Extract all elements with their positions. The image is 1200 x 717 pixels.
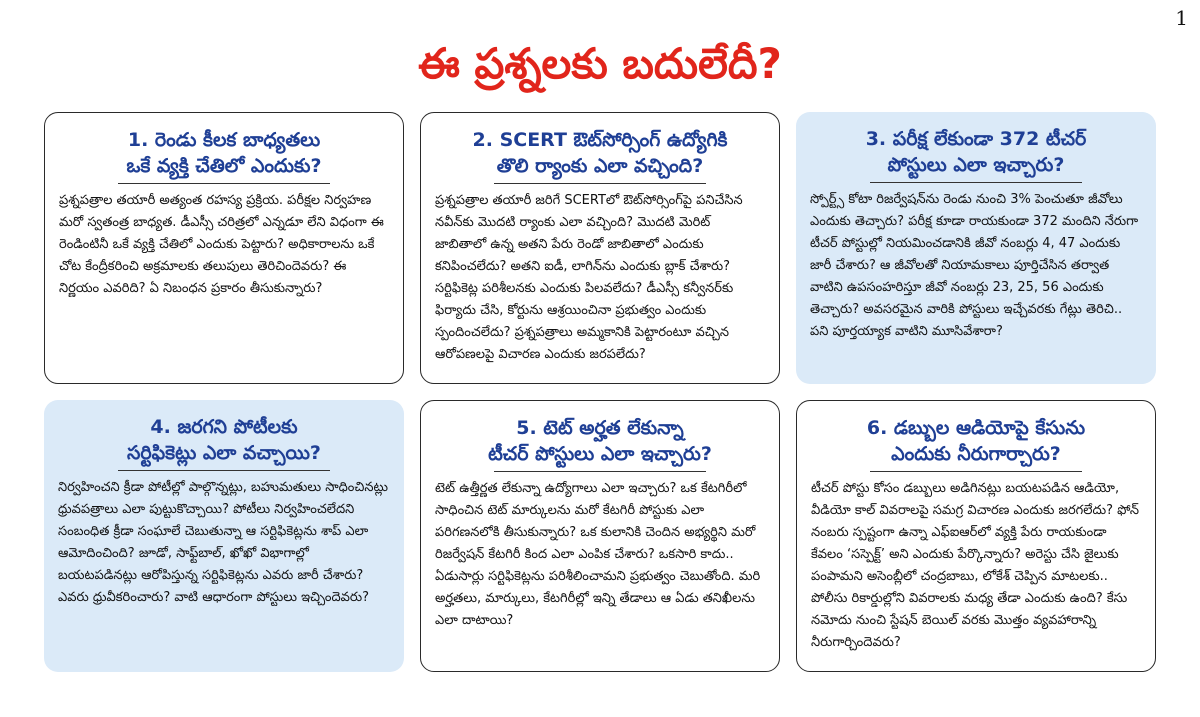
- card-heading: 3. పరీక్ష లేకుండా 372 టీచర్ పోస్టులు ఎలా ఇచ్చారు?: [865, 128, 1087, 176]
- card-body-text: ప్రశ్నపత్రాల తయారీ జరిగే SCERTలో ఔట్‌సోర్సింగ్‌పై పనిచేసిన నవీన్‌కు మొదటి ర్యాంకు ఎలా వచ్చింది? మొదటి మెరిట్ జాబితాలో ఉన్న అతని పేరు రెండో జాబితాలో ఎందుకు కనిపించలేదు? అతని ఐడీ, లాగిన్‌ను ఎందుకు బ్లాక్ చేశారు? సర్టిఫికెట్ల పరిశీలనకు ఎందుకు పిలవలేదు? డీఎస్సీ కన్వీనర్‌కు ఫిర్యాదు చేసి, కోర్టును ఆశ్రయించినా ప్రభుత్వం ఎందుకు స్పందించలేదు? ప్రశ్నపత్రాలు అమ్మకానికి పెట్టారంటూ వచ్చిన ఆరోపణలపై విచారణ ఎందుకు జరపలేదు?: [435, 193, 743, 362]
- card-heading: 4. జరగని పోటీలకు సర్టిఫికెట్లు ఎలా వచ్చాయి?: [127, 416, 321, 464]
- card-heading: 5. టెట్ అర్హత లేకున్నా టీచర్ పోస్టులు ఎలా ఇచ్చారు?: [488, 417, 712, 465]
- heading-divider: [118, 183, 329, 184]
- card-heading: 1. రెండు కీలక బాధ్యతలు ఒకే వ్యక్తి చేతిలో ఎందుకు?: [126, 129, 322, 177]
- card-body-text: స్పోర్ట్స్ కోటా రిజర్వేషన్‌ను రెండు నుంచి 3% పెంచుతూ జీవోలు ఎందుకు తెచ్చారు? పరీక్ష కూడా రాయకుండా 372 మందిని నేరుగా టీచర్ పోస్టుల్లో నియమించడానికి జీవో నంబర్లు 4, 47 ఎందుకు జారీ చేశారు? ఆ జీవోలతో నియామకాలు పూర్తిచేసిన తర్వాత వాటిని ఉపసంహరిస్తూ జీవో నంబర్లు 23, 25, 56 ఎందుకు తెచ్చారు? అవసరమైన వారికి పోస్టులు ఇచ్చేవరకు గేట్లు తెరిచి.. పని పూర్తయ్యాక వాటిని మూసివేశారా?: [810, 192, 1139, 339]
- heading-divider: [494, 183, 705, 184]
- question-card-3: [796, 112, 1156, 384]
- heading-divider: [494, 471, 705, 472]
- question-card-6: [796, 400, 1156, 672]
- card-body-text: టీచర్ పోస్టు కోసం డబ్బులు అడిగినట్లు బయటపడిన ఆడియో, వీడియో కాల్ వివరాలపై సమగ్ర విచారణ ఎందుకు జరగలేదు? ఫోన్ నంబరు స్పష్టంగా ఉన్నా ఎఫ్‌ఐఆర్‌లో వ్యక్తి పేరు రాయకుండా కేవలం ‘సస్పెక్ట్’ అని ఎందుకు పేర్కొన్నారు? అరెస్టు చేసి జైలుకు పంపామని అసెంబ్లీలో చంద్రబాబు, లోకేశ్ చెప్పిన మాటలకు.. పోలీసు రికార్డుల్లోని వివరాలకు మధ్య తేడా ఎందుకు ఉంది? కేసు నమోదు నుంచి స్టేషన్ బెయిల్ వరకు మొత్తం వ్యవహారాన్ని నీరుగార్చిందెవరు?: [811, 481, 1140, 650]
- question-card-4: [44, 400, 404, 672]
- question-card-5: [420, 400, 780, 672]
- page-title: ఈ ప్రశ్నలకు బదులేదీ?: [418, 39, 782, 88]
- card-body-text: నిర్వహించని క్రీడా పోటీల్లో పాల్గొన్నట్లు, బహుమతులు సాధించినట్లు ధ్రువపత్రాలు ఎలా పుట్టుకొచ్చాయి? పోటీలు నిర్వహించలేదని సంబంధిత క్రీడా సంఘాలే చెబుతున్నా ఆ సర్టిఫికెట్లను శాప్ ఎలా ఆమోదించింది? జూడో, సాఫ్ట్‌బాల్, ఖోఖో విభాగాల్లో బయటపడినట్లు ఆరోపిస్తున్న సర్టిఫికెట్లను ఎవరు జారీ చేశారు? ఎవరు ధ్రువీకరించారు? వాటి ఆధారంగా పోస్టులు ఇచ్చిందెవరు?: [58, 480, 389, 605]
- question-card-2: [420, 112, 780, 384]
- card-heading: 6. డబ్బుల ఆడియోపై కేసును ఎందుకు నీరుగార్చారు?: [866, 417, 1086, 465]
- card-body-text: ప్రశ్నపత్రాల తయారీ అత్యంత రహస్య ప్రక్రియ. పరీక్షల నిర్వహణ మరో స్వతంత్ర బాధ్యత. డీఎస్సీ చరిత్రలో ఎన్నడూ లేని విధంగా ఈ రెండింటినీ ఒకే వ్యక్తి చేతిలో ఎందుకు పెట్టారు? అధికారాలను ఒకే చోట కేంద్రీకరించి అక్రమాలకు తలుపులు తెరిచిందెవరు? ఈ నిర్ణయం ఎవరిది? ఏ నిబంధన ప్రకారం తీసుకున్నారు?: [59, 193, 384, 296]
- page-number: 1: [1175, 6, 1188, 30]
- question-card-1: [44, 112, 404, 384]
- card-heading: 2. SCERT ఔట్‌సోర్సింగ్ ఉద్యోగికి తొలి ర్యాంకు ఎలా వచ్చింది?: [472, 129, 728, 177]
- heading-divider: [118, 470, 330, 471]
- card-body-text: టెట్ ఉత్తీర్ణత లేకున్నా ఉద్యోగాలు ఎలా ఇచ్చారు? ఒక కేటగిరీలో సాధించిన టెట్ మార్కులను మరో కేటగిరీ పోస్టుకు ఎలా పరిగణనలోకి తీసుకున్నారు? ఒక కులానికి చెందిన అభ్యర్థిని మరో రిజర్వేషన్ కేటగిరీ కింద ఎలా ఎంపిక చేశారు? ఒకసారి కాదు.. ఏడుసార్లు సర్టిఫికెట్లను పరిశీలించామని ప్రభుత్వం చెబుతోంది. మరి అర్హతలు, మార్కులు, కేటగిరీల్లో ఇన్ని తేడాలు ఆ ఏడు తనిఖీలను ఎలా దాటాయి?: [435, 481, 761, 628]
- heading-divider: [870, 182, 1082, 183]
- heading-divider: [870, 471, 1081, 472]
